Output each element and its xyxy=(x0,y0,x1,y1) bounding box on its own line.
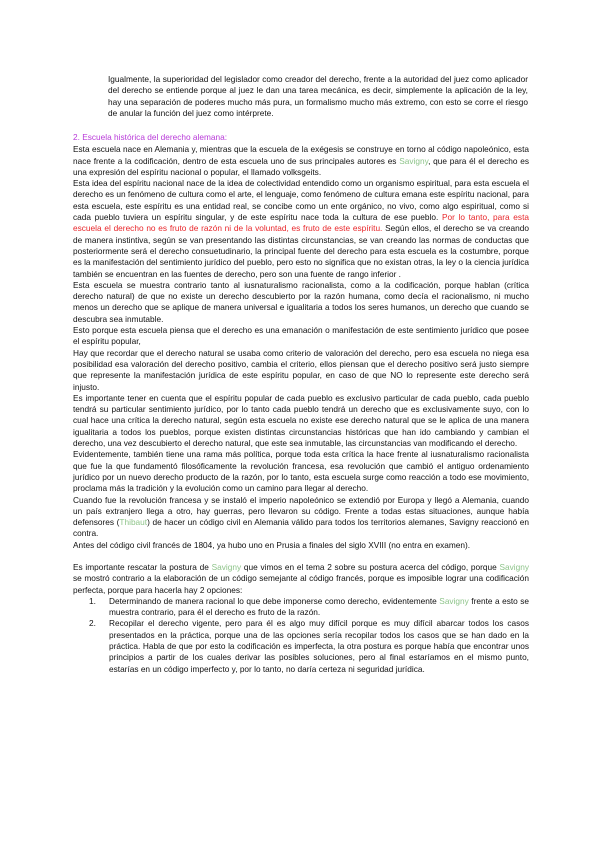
paragraph-contrario: Esta escuela se muestra contrario tanto al iusnaturalismo racionalista, como a la codificación, porque hablan (crítica derecho natural) de que no existe un derecho descubierto por la razón humana, como decía el racionalismo, ni mucho menos un derecho que se aplique de manera universal e igualitaria a todos los seres humanos, un derecho que cuando se descubra sea inmutable. xyxy=(73,279,529,324)
list-item: 1. Determinando de manera racional lo que debe imponerse como derecho, evidentemente Savigny frente a esto se muestra contrario, para él el derecho es fruto de la razón. xyxy=(89,595,529,618)
author-savigny: Savigny xyxy=(399,155,429,166)
paragraph-prusia: Antes del código civil francés de 1804, ya hubo uno en Prusia a finales del siglo XVIII (no entra en examen). xyxy=(73,539,471,550)
paragraph-emanacion: Esto porque esta escuela piensa que el derecho es una emanación o manifestación de este sentimiento jurídico que posee el espíritu popular, xyxy=(73,325,529,347)
section-heading: 2. Escuela histórica del derecho alemana: xyxy=(73,132,228,142)
author-savigny: Savigny xyxy=(499,561,529,572)
list-number: 2. xyxy=(89,618,96,629)
paragraph-derecho-natural: Hay que recordar que el derecho natural se usaba como criterio de valoración del derecho, pero esa escuela no niega esa posibilidad esa valoración del derecho positivo, cambia el criterio, ellos piensan que el derecho positivo será justo siempre que represente la manifestación jurídica de este espíritu popular, en caso de que NO lo represente este derecho será injusto. xyxy=(73,347,529,392)
options-list xyxy=(73,596,529,675)
intro-paragraph: Igualmente, la superioridad del legislador como creador del derecho, frente a la autoridad del juez como aplicador del derecho se entiende porque al juez le dan una tarea mecánica, es decir, simplemente la aplicación de la ley, hay una separación de poderes mucho más pura, un formalismo mucho más extremo, con esto se corre el riesgo de anular la función del juez como intérprete. xyxy=(108,74,528,118)
list-number: 1. xyxy=(89,595,96,606)
author-savigny: Savigny xyxy=(439,595,469,606)
paragraph-postura-savigny: Es importante rescatar la postura de Savigny que vimos en el tema 2 sobre su postura acerca del código, porque Savigny se mostró contrario a la elaboración de un código semejante al código francés, porque es imposible lograr una codificación perfecta, porque para hacerla hay 2 opciones: xyxy=(73,561,529,595)
paragraph-revolucion: Cuando fue la revolución francesa y se instaló el imperio napoleónico se extendió por Europa y llegó a Alemania, cuando un país extranjero llega a otro, hay guerras, pero llevaron su código. Frente a todas estas situaciones, aunque había defensores (Thibaut) de hacer un código civil en Alemania válido para todos los territorios alemanes, Savigny reaccionó en contra. xyxy=(73,494,529,539)
paragraph-rama-politica: Evidentemente, también tiene una rama más política, porque toda esta crítica la hace frente al iusnaturalismo racionalista que fue la que fundamentó filosóficamente la revolución francesa, esa revolución que cambió el antiguo ordenamiento jurídico por un nuevo derecho producto de la razón, por lo tanto, esta escuela surge como reacción a todo ese movimiento, proclama más la tradición y la evolución como un camino para llegar al derecho. xyxy=(73,449,529,494)
author-thibaut: Thibaut xyxy=(119,517,148,528)
emphasis-text: Por lo tanto, para esta escuela el derecho no es fruto de razón ni de la voluntad, es fruto de este espíritu. xyxy=(73,212,529,234)
paragraph-espiritu-nacional: Esta idea del espíritu nacional nace de la idea de colectividad entendido como un organismo espiritual, para esta escuela el derecho es un fenómeno de cultura como el arte, el lenguaje, como fenómeno de cultura emana este espíritu nacional, para esta escuela, este espíritu es una entidad real, se concibe como un ente orgánico, no vivo, como algo espiritual, como si cada pueblo tuviera un espíritu singular, y de este espíritu nace toda la cultura de ese pueblo. Por lo tanto, para esta escuela el derecho no es fruto de razón ni de la voluntad, es fruto de este espíritu. Según ellos, el derecho se va creando de manera instintiva, según se van presentando las distintas circunstancias, se van creando las normas de conductas que posteriormente será el derecho consuetudinario, la principal fuente del derecho para esta escuela es la costumbre, porque es la manifestación del sentimiento jurídico del pueblo, pero esto no significa que no existan otras, la ley o la ciencia jurídica también se encuentran en las fuentes de derecho, pero son una fuente de rango inferior . xyxy=(73,178,529,279)
paragraph-espiritu-popular: Es importante tener en cuenta que el espíritu popular de cada pueblo es exclusivo particular de cada pueblo, cada pueblo tendrá su particular sentimiento jurídico, por lo tanto cada pueblo tendrá un derecho que es exclusivamente suyo, con lo cual hace una crítica la derecho natural, según esta escuela no existe ese derecho natural que se le aplica de una manera igualitaria a todos los pueblos, porque existen distintas circunstancias históricas que han ido cambiando y cambian el derecho, una vez descubierto el derecho natural, que este sea inmutable, las circunstancias van modificando el derecho. xyxy=(73,392,529,449)
author-savigny: Savigny xyxy=(211,561,242,572)
section-escuela-historica xyxy=(73,132,529,675)
list-item: 2. Recopilar el derecho vigente, pero para él es algo muy difícil porque es muy difícil abarcar todos los casos presentados en la práctica, porque una de las opciones sería recopilar todos los casos que se han dado en la práctica. Habla de que por esto la codificación es imperfecta, la otra postura es porque había que encontrar unos principios a partir de los cuales derivar las posibles soluciones, pero al final estaríamos en el mismo punto, estarías en un código imperfecto y, por lo tanto, no daría certeza ni seguridad jurídica. xyxy=(89,618,529,674)
paragraph-origin: Esta escuela nace en Alemania y, mientras que la escuela de la exégesis se construye en torno al código napoleónico, esta nace frente a la codificación, dentro de esta escuela uno de sus principales autores es Savigny, que para él el derecho es una expresión del espíritu nacional o popular, el llamado volksgeits. xyxy=(73,144,529,177)
